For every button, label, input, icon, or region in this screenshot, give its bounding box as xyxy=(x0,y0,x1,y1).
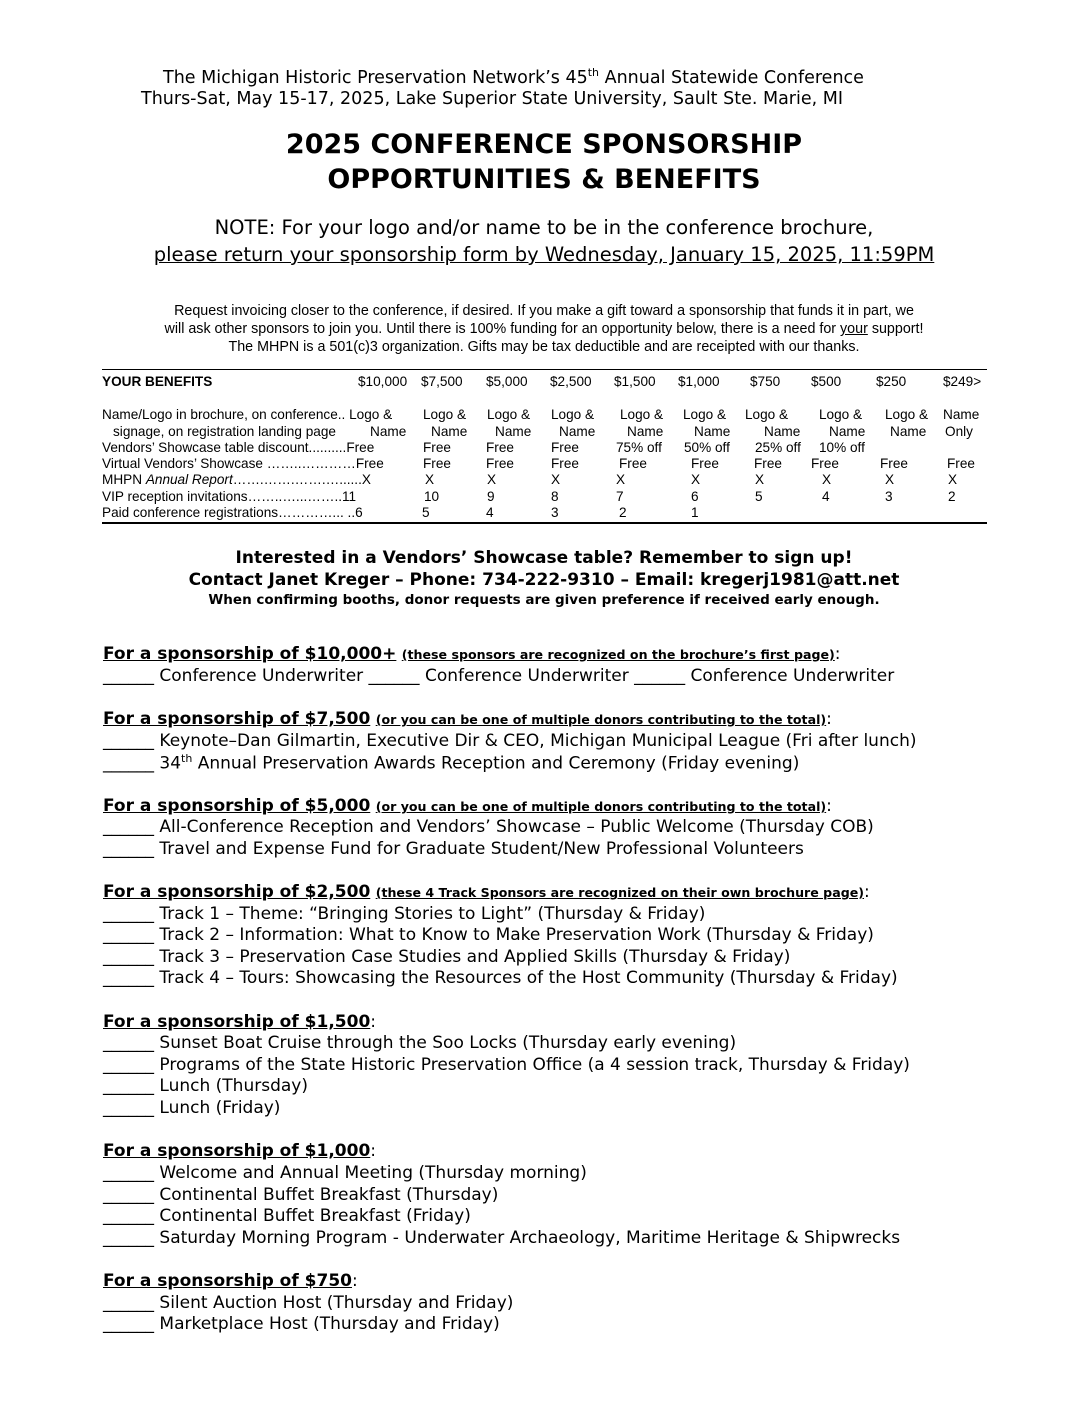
benefit-cell: Logo & xyxy=(745,407,789,422)
benefit-cell: Free xyxy=(811,456,839,471)
level-header: $10,000 xyxy=(358,374,408,389)
benefit-cell: Free xyxy=(486,456,514,471)
vendors-preference-note: When confirming booths, donor requests are given preference if received early enough. xyxy=(208,592,880,608)
benefit-cell: Name xyxy=(627,424,664,439)
benefit-label-name-logo-cont: signage, on registration landing page xyxy=(113,424,336,439)
benefit-label-annual-report: MHPN Annual Report…….…….…….…......X xyxy=(102,472,371,487)
benefit-cell: Free xyxy=(551,440,579,455)
sponsorship-option[interactable]: ______ Lunch (Thursday) xyxy=(103,1076,308,1096)
table-top-rule xyxy=(102,369,987,370)
benefit-cell: Logo & xyxy=(423,407,467,422)
benefit-cell: Name xyxy=(431,424,468,439)
section-heading-1500: For a sponsorship of $1,500: xyxy=(103,1012,377,1032)
sponsorship-option[interactable]: ______ Silent Auction Host (Thursday and Friday) xyxy=(103,1293,514,1313)
benefit-cell: Only xyxy=(945,424,973,439)
benefit-cell: 50% off xyxy=(684,440,730,455)
sponsorship-option[interactable]: ______ Continental Buffet Breakfast (Thursday) xyxy=(103,1185,499,1205)
level-header: $2,500 xyxy=(550,374,592,389)
benefit-cell: Logo & xyxy=(487,407,531,422)
sponsorship-option[interactable]: ______ Programs of the State Historic Preservation Office (a 4 session track, Thursday & Friday) xyxy=(103,1055,910,1075)
level-header: $7,500 xyxy=(421,374,463,389)
benefit-cell: 7 xyxy=(616,489,624,504)
document-title-line2: OPPORTUNITIES & BENEFITS xyxy=(327,164,761,195)
benefit-label-virtual-showcase: Virtual Vendors’ Showcase ……..…………Free xyxy=(102,456,384,471)
benefit-cell: Free xyxy=(754,456,782,471)
request-text-line1: Request invoicing closer to the conference, if desired. If you make a gift toward a sponsorship that funds it in part, we xyxy=(174,303,914,319)
benefit-cell: Name xyxy=(495,424,532,439)
benefit-cell: X xyxy=(551,472,561,487)
benefit-cell: Name xyxy=(829,424,866,439)
level-header: $250 xyxy=(876,374,907,389)
benefit-cell: Logo & xyxy=(620,407,664,422)
level-header: $500 xyxy=(811,374,842,389)
level-header: $5,000 xyxy=(486,374,528,389)
vendors-showcase-callout: Interested in a Vendors’ Showcase table? Remember to sign up! xyxy=(235,548,853,568)
benefit-cell: 10% off xyxy=(819,440,865,455)
sponsorship-option[interactable]: ______ Lunch (Friday) xyxy=(103,1098,281,1118)
request-text-line2: will ask other sponsors to join you. Until there is 100% funding for an opportunity below, there is a need for your support! xyxy=(164,321,924,337)
sponsorship-option[interactable]: ______ All-Conference Reception and Vendors’ Showcase – Public Welcome (Thursday COB) xyxy=(103,817,874,837)
level-header: $249> xyxy=(943,374,982,389)
sponsorship-option[interactable]: ______ Travel and Expense Fund for Graduate Student/New Professional Volunteers xyxy=(103,839,804,859)
benefit-cell: 4 xyxy=(486,505,494,520)
benefit-cell: Free xyxy=(423,440,451,455)
benefit-cell: 5 xyxy=(422,505,430,520)
benefit-cell: 3 xyxy=(551,505,559,520)
sponsorship-option[interactable]: ______ Track 1 – Theme: “Bringing Stories to Light” (Thursday & Friday) xyxy=(103,904,706,924)
benefit-cell: Name xyxy=(764,424,801,439)
request-text-line3: The MHPN is a 501(c)3 organization. Gifts may be tax deductible and are receipted with our thanks. xyxy=(228,339,860,355)
benefit-cell: 6 xyxy=(691,489,699,504)
benefit-cell: X xyxy=(616,472,626,487)
sponsorship-option[interactable]: ______ Track 3 – Preservation Case Studies and Applied Skills (Thursday & Friday) xyxy=(103,947,791,967)
benefit-cell: X xyxy=(885,472,895,487)
section-heading-10000: For a sponsorship of $10,000+ (these sponsors are recognized on the brochure’s first page): xyxy=(103,644,841,664)
benefit-cell: X xyxy=(822,472,832,487)
sponsorship-option[interactable]: ______ Continental Buffet Breakfast (Friday) xyxy=(103,1206,471,1226)
benefit-cell: Free xyxy=(619,456,647,471)
benefit-cell: X xyxy=(487,472,497,487)
benefit-cell: Free xyxy=(691,456,719,471)
sponsorship-option[interactable]: ______ Sunset Boat Cruise through the Soo Locks (Thursday early evening) xyxy=(103,1033,737,1053)
benefits-header-label: YOUR BENEFITS xyxy=(102,374,213,389)
sponsorship-option[interactable]: ______ Marketplace Host (Thursday and Friday) xyxy=(103,1314,500,1334)
benefit-cell: Logo & xyxy=(819,407,863,422)
benefit-cell: 5 xyxy=(755,489,763,504)
level-header: $750 xyxy=(750,374,781,389)
deadline-note-line2: please return your sponsorship form by Wednesday, January 15, 2025, 11:59PM xyxy=(153,243,935,266)
benefit-cell: 2 xyxy=(619,505,627,520)
benefit-cell: Name xyxy=(559,424,596,439)
benefit-cell: Logo & xyxy=(683,407,727,422)
sponsorship-option-row[interactable]: ______ Conference Underwriter ______ Conference Underwriter ______ Conference Underwriter xyxy=(103,666,895,686)
benefit-cell: Name xyxy=(370,424,407,439)
section-heading-5000: For a sponsorship of $5,000 (or you can be one of multiple donors contributing to the total): xyxy=(103,796,832,816)
benefit-cell: Free xyxy=(880,456,908,471)
sponsorship-option[interactable]: ______ Saturday Morning Program - Underwater Archaeology, Maritime Heritage & Shipwrecks xyxy=(103,1228,901,1248)
benefit-cell: Free xyxy=(551,456,579,471)
benefit-cell: Name xyxy=(943,407,980,422)
benefit-cell: Logo & xyxy=(885,407,929,422)
level-header: $1,500 xyxy=(614,374,656,389)
benefit-cell: X xyxy=(691,472,701,487)
section-heading-7500: For a sponsorship of $7,500 (or you can be one of multiple donors contributing to the total): xyxy=(103,709,832,729)
benefit-cell: Free xyxy=(486,440,514,455)
sponsorship-option[interactable]: ______ Welcome and Annual Meeting (Thursday morning) xyxy=(103,1163,587,1183)
section-heading-2500: For a sponsorship of $2,500 (these 4 Track Sponsors are recognized on their own brochure page): xyxy=(103,882,870,902)
benefit-cell: 4 xyxy=(822,489,830,504)
table-bottom-rule xyxy=(102,522,987,524)
sponsorship-option[interactable]: ______ 34th Annual Preservation Awards Reception and Ceremony (Friday evening) xyxy=(103,752,800,774)
conference-heading-line2: Thurs-Sat, May 15-17, 2025, Lake Superior State University, Sault Ste. Marie, MI xyxy=(141,89,843,109)
benefit-cell: 8 xyxy=(551,489,559,504)
benefit-cell: X xyxy=(425,472,435,487)
sponsorship-option[interactable]: ______ Track 2 – Information: What to Know to Make Preservation Work (Thursday & Friday) xyxy=(103,925,874,945)
benefit-cell: 1 xyxy=(691,505,699,520)
benefit-cell: 75% off xyxy=(616,440,662,455)
sponsorship-option[interactable]: ______ Track 4 – Tours: Showcasing the Resources of the Host Community (Thursday & Friday) xyxy=(103,968,898,988)
section-heading-1000: For a sponsorship of $1,000: xyxy=(103,1141,377,1161)
benefit-label-vendor-discount: Vendors’ Showcase table discount..........Free xyxy=(102,440,375,455)
benefit-cell: 25% off xyxy=(755,440,801,455)
benefit-cell: 2 xyxy=(948,489,956,504)
benefit-label-name-logo: Name/Logo in brochure, on conference.. Logo & xyxy=(102,407,393,422)
benefit-cell: Logo & xyxy=(551,407,595,422)
sponsorship-option[interactable]: ______ Keynote–Dan Gilmartin, Executive Dir & CEO, Michigan Municipal League (Fri after lunch) xyxy=(103,731,917,751)
benefit-cell: 10 xyxy=(424,489,440,504)
benefit-cell: X xyxy=(948,472,958,487)
document-title-line1: 2025 CONFERENCE SPONSORSHIP xyxy=(285,129,803,160)
deadline-note-line1: NOTE: For your logo and/or name to be in the conference brochure, xyxy=(214,216,874,239)
benefit-cell: Free xyxy=(947,456,975,471)
benefit-label-paid-registrations: Paid conference registrations…………... ..6 xyxy=(102,505,363,520)
level-header: $1,000 xyxy=(678,374,720,389)
vendors-contact-line: Contact Janet Kreger – Phone: 734-222-9310 – Email: kregerj1981@att.net xyxy=(188,570,900,590)
benefit-cell: Name xyxy=(694,424,731,439)
conference-heading-line1: The Michigan Historic Preservation Network’s 45th Annual Statewide Conference xyxy=(163,66,864,88)
benefit-cell: 3 xyxy=(885,489,893,504)
benefit-cell: Free xyxy=(423,456,451,471)
benefit-cell: Name xyxy=(890,424,927,439)
benefit-cell: X xyxy=(755,472,765,487)
benefit-label-vip: VIP reception invitations……..…...……..11 xyxy=(102,489,357,504)
section-heading-750: For a sponsorship of $750: xyxy=(103,1271,358,1291)
benefit-cell: 9 xyxy=(487,489,495,504)
